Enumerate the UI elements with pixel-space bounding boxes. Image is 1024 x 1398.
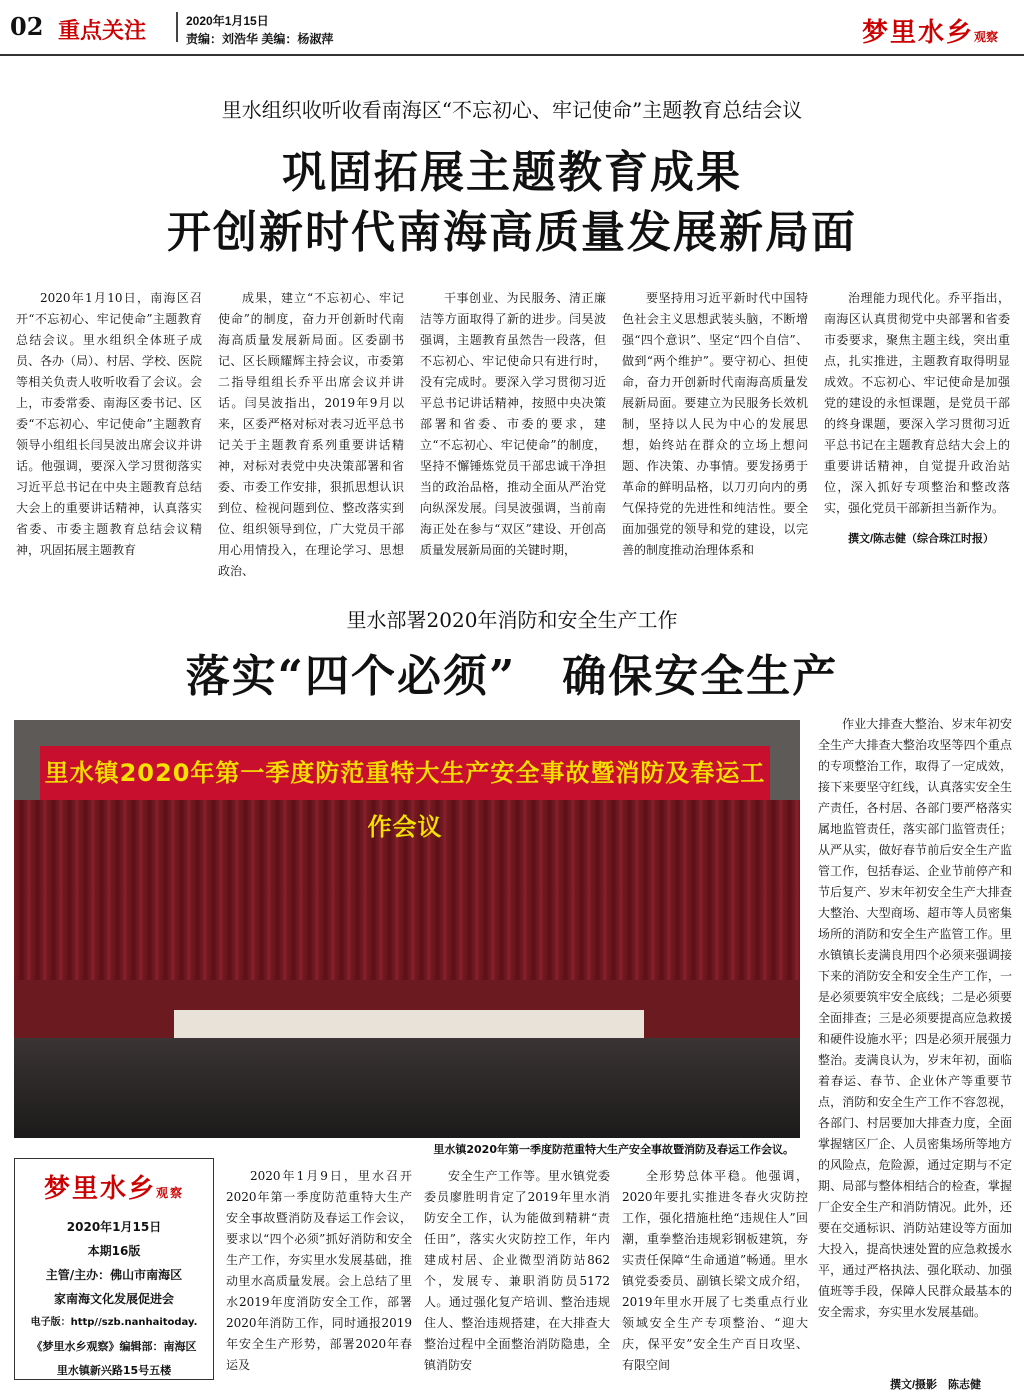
article2-paragraph-b: 安全生产工作等。里水镇党委委员廖胜明肯定了2019年里水消防安全工作，认为能做到精耕“责任田”，落实火灾防控工作，年内建成村居、企业微型消防站862个，发展专、兼职消防员5172人。通过强化复产培训、整治违规住人、整治违规搭建，在大排查大整治过程中全面整治消防隐患，全镇消防安: [424, 1169, 610, 1372]
article2-headline: 落实“四个必须” 确保安全生产: [185, 651, 839, 702]
article1-column-5: [824, 288, 1010, 520]
header-divider: [176, 12, 178, 42]
article1-headline-2: 开创新时代南海高质量发展新局面: [167, 207, 857, 258]
editors: 责编：刘浩华 美编：杨淑萍: [186, 32, 334, 46]
article1-paragraph-2: 成果，建立“不忘初心、牢记使命”的制度，奋力开创新时代南海高质量发展新局面。区委副书记、区长顾耀辉主持会议，市委第二指导组组长乔平出席会议并讲话。闫昊波指出，2019年9月以来，区委严格对标对表习近平总书记关于主题教育系列重要讲话精神，对标对表党中央决策部署和省委、市委工作安排，狠抓思想认识到位、检视问题到位、整改落实到位、组织领导到位，广大党员干部用心用情投入，在理论学习、思想政治、: [218, 291, 404, 578]
brand-logo-sub: 观察: [974, 30, 999, 44]
masthead: [0, 0, 1024, 56]
article1-paragraph-1: 2020年1月10日，南海区召开“不忘初心、牢记使命”主题教育总结会议。里水组织全体班子成员、各办（局）、村居、学校、医院等相关负责人收听收看了会议。会上，市委常委、南海区委书记、区委“不忘初心、牢记使命”主题教育领导小组组长闫昊波出席会议并讲话。他强调，要深入学习贯彻落实习近平总书记在中央主题教育总结大会上的重要讲话精神，认真落实省委、市委主题教育总结会议精神，巩固拓展主题教育: [16, 291, 203, 557]
article2-right-column: [818, 714, 1012, 1374]
article1-paragraph-4: 要坚持用习近平新时代中国特色社会主义思想武装头脑，不断增强“四个意识”、坚定“四个自信”、做到“两个维护”。要守初心、担使命，奋力开创新时代南海高质量发展新局面。要建立为民服务长效机制，坚持以人民为中心的发展思想，始终站在群众的立场上想问题、作决策、办事情。要发扬勇于革命的鲜明品格，以刀刃向内的勇气保持党的先进性和纯洁性。要全面加强党的领导和党的建设，以完善的制度推动治理体系和: [622, 291, 808, 557]
article2-paragraph-a: 2020年1月9日，里水召开2020年第一季度防范重特大生产安全事故暨消防及春运工作会议，要求以“四个必须”抓好消防和安全生产工作，夯实里水发展基础，推动里水高质量发展。会上总结了里水2019年度消防安全工作，部署2020年消防工作，同时通报2019年安全生产形势，部署2020年春运及: [226, 1169, 412, 1372]
article2-byline: 撰文/摄影 陈志健: [890, 1379, 982, 1391]
article1-byline: 撰文/陈志健（综合珠江时报）: [848, 533, 995, 545]
infobox-pages: 本期16版: [87, 1244, 141, 1258]
article2-right-paragraph: 作业大排查大整治、岁末年初安全生产大排查大整治攻坚等四个重点的专项整治工作，取得了一定成效，接下来要坚守红线，认真落实安全生产责任，各村居、各部门要严格落实属地监管责任，落实部门监管责任；从严从实，做好春节前后安全生产监管工作，包括春运、企业节前停产和节后复产、岁末年初安全生产大排查大整治、大型商场、超市等人员密集场所的消防和安全生产监管工作。里水镇镇长麦满良用四个必须来强调接下来的消防安全和安全生产工作，一是必须要筑牢安全底线；二是必须要全面排查；三是必须要提高应急救援和硬件设施水平；四是必须开展强力整治。麦满良认为，岁末年初，面临着春运、春节、企业休产等重要节点，消防和安全生产工作不容忽视，各部门、村居要加大排查力度，全面掌握辖区厂企、人员密集场所等地方的风险点，危险源，通过定期与不定期、局部与整体相结合的检查，掌握厂企安全生产和消防情况。此外，还要在交通标识、消防站建设等方面加大投入，提高快速处置的应急救援水平，通过严格执法、强化联动、加强值班等手段，保障人民群众最基本的安全需求，夯实里水发展基础。: [818, 717, 1012, 1319]
article2-paragraph-c: 全形势总体平稳。他强调，2020年要扎实推进冬春火灾防控工作，强化措施杜绝“违规住人”回潮，重拳整治违规彩钢板建筑，夯实责任保障“生命通道”畅通。里水镇党委委员、副镇长梁文成介绍，2019年里水开展了七类重点行业领域安全生产专项整治、“迎大庆，保平安”安全生产百日攻坚、有限空间: [622, 1169, 808, 1372]
infobox-date: 2020年1月15日: [66, 1220, 162, 1234]
brand-logo-text: 梦里水乡: [862, 18, 975, 48]
article1-column-2: [218, 288, 404, 578]
article2-column-a: [226, 1166, 412, 1376]
infobox-dept-1: 《梦里水乡观察》编辑部：南海区: [31, 1340, 197, 1353]
infobox-dept-2: 里水镇新兴路15号五楼: [56, 1364, 172, 1377]
photo-rostrum: [174, 1010, 644, 1038]
issue-date: 2020年1月15日: [186, 14, 269, 28]
infobox-url: 电子版：http//szb.nanhaitoday.: [30, 1317, 198, 1328]
article2-column-b: [424, 1166, 610, 1376]
article1-paragraph-3: 干事创业、为民服务、清正廉洁等方面取得了新的进步。闫昊波强调，主题教育虽然告一段落，但不忘初心、牢记使命只有进行时，没有完成时。要深入学习贯彻习近平总书记讲话精神，按照中央决策部署和省委、市委的要求，建立“不忘初心、牢记使命”的制度，坚持不懈锤炼党员干部忠诚干净担当的政治品格，推动全面从严治党向纵深发展。闫昊波强调，当前南海正处在参与“双区”建设、开创高质量发展新局面的关键时期，: [420, 291, 606, 557]
brand-logo: [862, 12, 998, 49]
publication-info-box: [14, 1158, 214, 1380]
article1-column-3: [420, 288, 606, 557]
photo-caption: 里水镇2020年第一季度防范重特大生产安全事故暨消防及春运工作会议。: [433, 1143, 794, 1156]
infobox-sponsor-1: 主管/主办：佛山市南海区: [45, 1268, 183, 1282]
photo-audience: [14, 1038, 800, 1138]
article2-column-c: [622, 1166, 808, 1376]
page-number: 02: [10, 12, 44, 41]
meeting-photo: [14, 720, 800, 1138]
infobox-sponsor-2: 家南海文化发展促进会: [53, 1292, 174, 1306]
article1-column-1: [16, 288, 203, 557]
article1-paragraph-5: 治理能力现代化。乔平指出，南海区认真贯彻党中央部署和省委市委要求，聚焦主题主线，突出重点，扎实推进，主题教育取得明显成效。不忘初心、牢记使命是加强党的建设的永恒课题，是党员干部的终身课题，要深入学习贯彻习近平总书记在主题教育总结大会上的重要讲话精神，自觉提升政治站位，深入抓好专项整治和整改落实，强化党员干部新担当新作为。: [824, 291, 1010, 515]
article1-column-4: [622, 288, 808, 557]
article1-kicker: 里水组织收听收看南海区“不忘初心、牢记使命”主题教育总结会议: [221, 98, 803, 122]
infobox-logo: [15, 1167, 213, 1215]
article1-headline-1: 巩固拓展主题教育成果: [282, 147, 742, 198]
article2-kicker: 里水部署2020年消防和安全生产工作: [346, 608, 678, 632]
infobox-logo-text: 梦里水乡: [43, 1174, 156, 1204]
photo-banner: 里水镇2020年第一季度防范重特大生产安全事故暨消防及春运工作会议: [40, 746, 770, 800]
infobox-logo-sub: 观察: [156, 1186, 185, 1200]
section-title: 重点关注: [58, 18, 147, 44]
